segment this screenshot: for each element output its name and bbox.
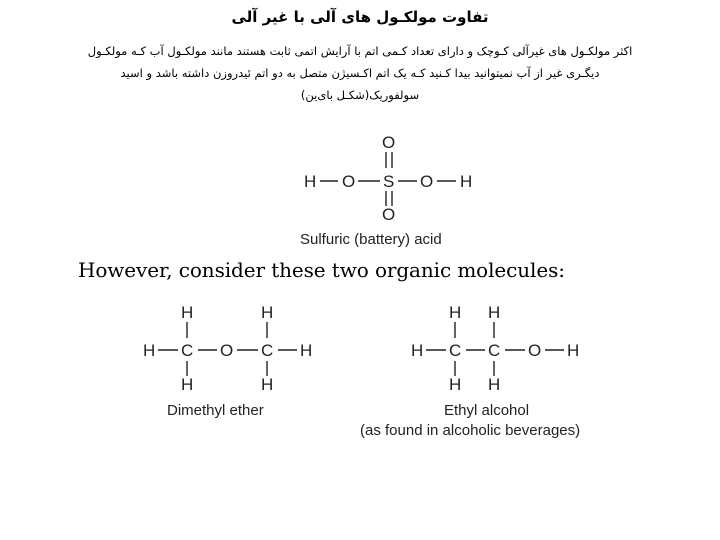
molecule-caption: Sulfuric (battery) acid <box>300 231 442 248</box>
slide-title: تفاوت مولکـول های آلی با غیر آلی <box>231 8 489 26</box>
section-heading: However, consider these two organic molecules: <box>78 258 565 282</box>
atom-c: C <box>181 341 194 360</box>
paragraph-line: سولفوریک(شکـل بای‌ین) <box>300 88 420 102</box>
atom-o: O <box>528 341 542 360</box>
atom-h: H <box>261 303 274 322</box>
molecule-caption: Dimethyl ether <box>167 402 264 419</box>
atom-h: H <box>488 375 501 394</box>
atom-o: O <box>342 172 356 191</box>
atom-c: C <box>488 341 501 360</box>
atom-h: H <box>261 375 274 394</box>
atom-h: H <box>488 303 501 322</box>
sulfuric-acid-structure <box>290 130 510 255</box>
dimethyl-ether-structure <box>140 300 340 425</box>
atom-s: S <box>383 172 395 191</box>
atom-h: H <box>181 375 194 394</box>
atom-h: H <box>567 341 580 360</box>
atom-h: H <box>449 303 462 322</box>
atom-h: H <box>181 303 194 322</box>
atom-h: H <box>300 341 313 360</box>
atom-h: H <box>304 172 317 191</box>
atom-o: O <box>220 341 234 360</box>
atom-h: H <box>143 341 156 360</box>
molecule-caption-note: (as found in alcoholic beverages) <box>360 422 581 439</box>
atom-h: H <box>449 375 462 394</box>
atom-o: O <box>382 205 396 224</box>
ethyl-alcohol-structure <box>355 300 645 445</box>
atom-o: O <box>382 133 396 152</box>
paragraph-line: دیگـری غیر از آب نمیتوانید بیدا کـنید کـه یک اتم اکـسیژن متصل به دو اتم ئیدروزن داشته باشد و اسید <box>120 66 600 80</box>
atom-h: H <box>411 341 424 360</box>
atom-o: O <box>420 172 434 191</box>
atom-h: H <box>460 172 473 191</box>
atom-c: C <box>449 341 462 360</box>
intro-paragraph <box>40 40 680 106</box>
molecule-caption: Ethyl alcohol <box>444 402 530 419</box>
atom-c: C <box>261 341 274 360</box>
paragraph-line: اکثر مولکـول های غیرآلی کـوچک و دارای تعداد کـمی اتم با آرایش اتمی ثابت هستند مانند مولکـول آب کـه مولکـول <box>87 44 633 58</box>
